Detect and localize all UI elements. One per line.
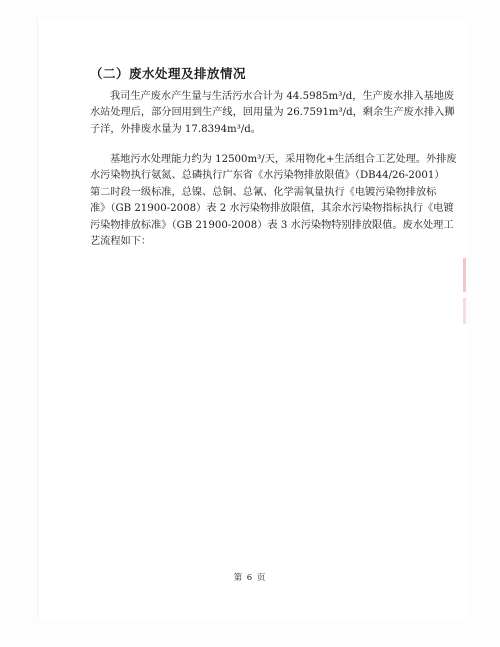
- paragraph-line: 污染物排放标准》（GB 21900-2008）表 3 水污染物特别排放限值。废水处理工: [90, 219, 454, 231]
- paragraph-line: 水污染物执行氨氮、总磷执行广东省《水污染物排放限值》（DB44/26-2001）: [90, 170, 445, 182]
- paragraph-line: 水站处理后，部分回用到生产线，回用量为 26.7591m³/d，剩余生产废水排入狮: [90, 107, 455, 119]
- paragraph-line: 我司生产废水产生量与生活污水合计为 44.5985m³/d，生产废水排入基地废: [110, 91, 455, 102]
- scan-edge-mark: [463, 298, 466, 324]
- paragraph-line: 准》（GB 21900-2008）表 2 水污染物排放限值，其余水污染物指标执行《电镀: [90, 203, 454, 215]
- paragraph-wastewater-volume: [90, 89, 455, 138]
- paragraph-line: 第二时段一级标准，总镍、总铜、总氰、化学需氧量执行《电镀污染物排放标: [90, 186, 437, 198]
- paragraph-line: 基地污水处理能力约为 12500m³/天，采用物化+生活组合工艺处理。外排废: [110, 154, 457, 165]
- section-title: （二）废水处理及排放情况: [90, 66, 247, 81]
- scan-edge-mark: [463, 258, 466, 292]
- paragraph-line: 子洋，外排废水量为 17.8394m³/d。: [90, 123, 261, 135]
- paragraph-treatment-standards: [90, 152, 457, 250]
- page-number: 第 6 页: [233, 573, 267, 583]
- paragraph-line: 艺流程如下：: [90, 236, 152, 248]
